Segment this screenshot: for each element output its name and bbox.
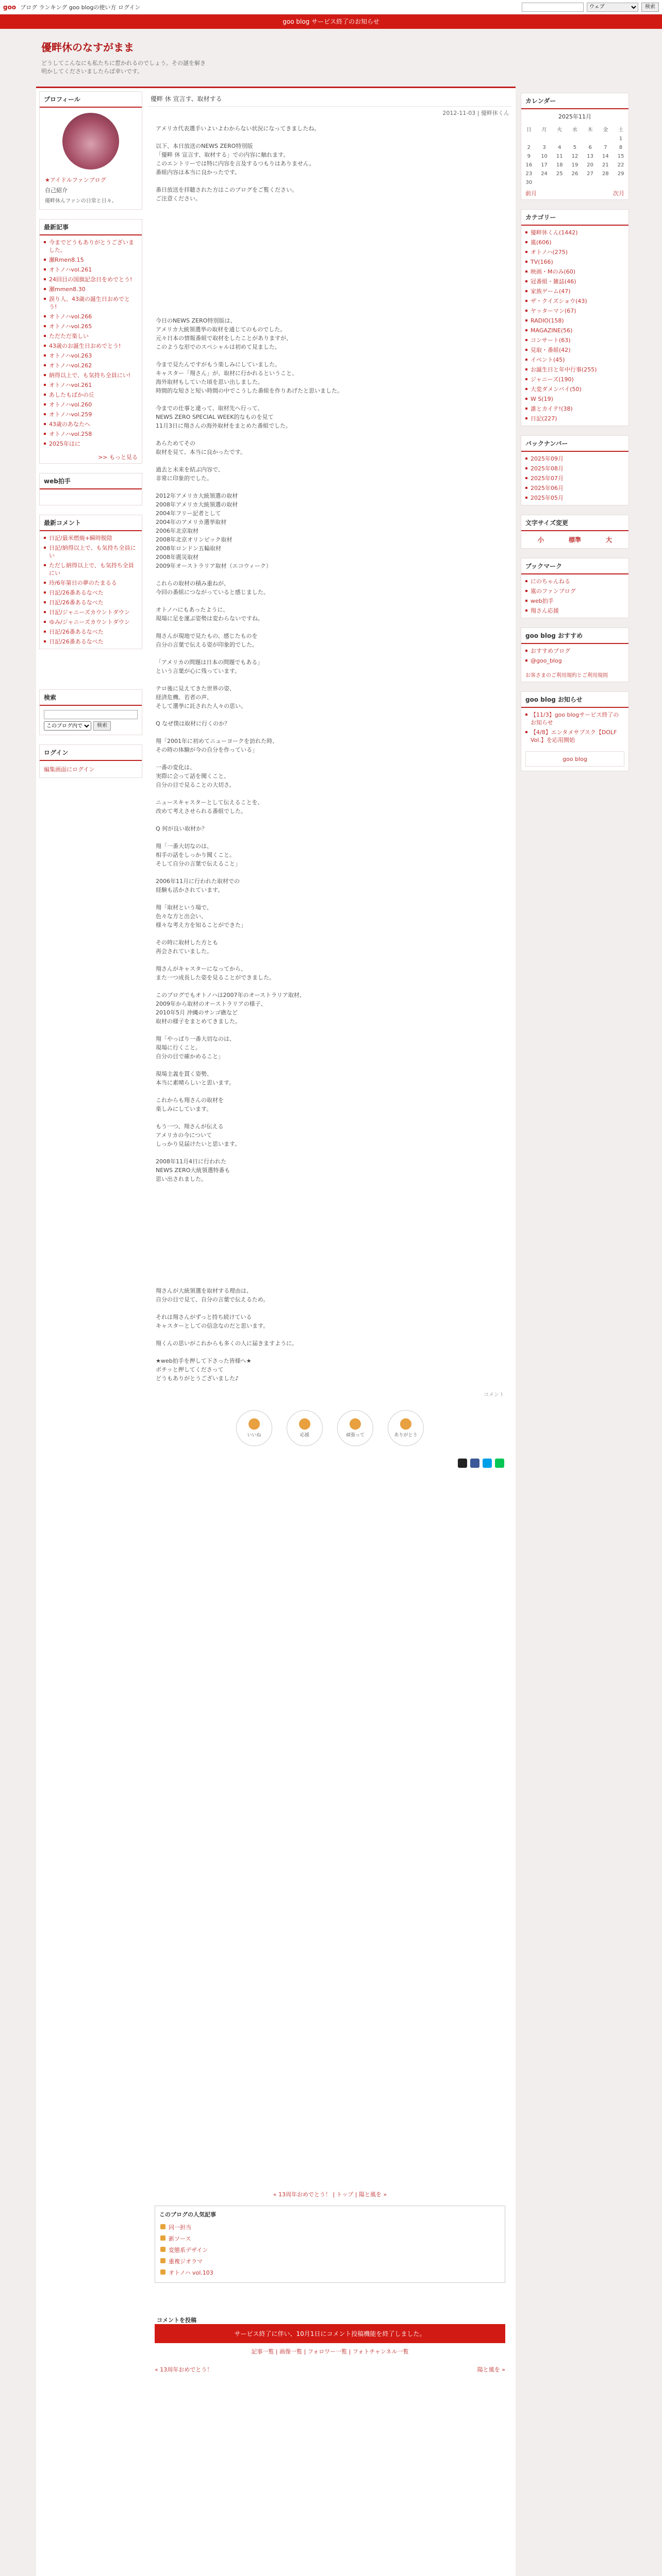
recent-comment-item[interactable]: 日記/26番あるなべた (44, 627, 138, 637)
calendar-day (567, 178, 583, 187)
comments-title: 最新コメント (40, 515, 142, 531)
category-item[interactable]: TV(166) (525, 257, 624, 267)
stamp-icon (299, 1418, 310, 1430)
calendar-day[interactable]: 28 (602, 171, 609, 177)
backnumber-item[interactable]: 2025年08月 (525, 464, 624, 473)
recent-post-item[interactable]: オトノハvol.261 (44, 380, 138, 390)
bookmark-item[interactable]: 嵐のファンブログ (525, 586, 624, 596)
blog-search-scope[interactable] (44, 721, 91, 731)
goo-note[interactable]: お客さまのご利用規約とご利用規則 (525, 673, 608, 679)
profile-title: プロフィール (40, 92, 142, 108)
category-item[interactable]: 映画・Mのみ(60) (525, 267, 624, 277)
prev-month[interactable]: 前月 (525, 190, 537, 197)
goo-title: goo blog おすすめ (521, 628, 628, 644)
notice-link[interactable]: goo blog サービス終了のお知らせ (283, 18, 379, 25)
goo-news-box (521, 691, 629, 771)
search-scope-select[interactable] (587, 3, 638, 12)
category-item[interactable]: W S(19) (525, 394, 624, 404)
comment-title: コメントを投稿 (155, 2314, 505, 2327)
stamps (148, 1410, 511, 1446)
weekday-label: 水 (572, 127, 577, 133)
x-share-icon[interactable] (458, 1459, 467, 1468)
top-nav-bar (0, 0, 662, 14)
recent-post-item[interactable]: 誤り人、43歳の誕生日おめでとう! (44, 294, 138, 312)
recent-post-item[interactable]: オトノハvol.263 (44, 351, 138, 361)
calendar-day[interactable]: 24 (541, 171, 548, 177)
popular-post-item[interactable]: 重複ジオラマ (159, 2256, 501, 2267)
calendar-day[interactable]: 13 (587, 154, 594, 159)
article-title[interactable]: 優畔 休 宣言す、取材する (151, 95, 222, 103)
calendar-day (583, 178, 598, 187)
article-body-bottom: 翔さんが大統領選を取材する理由は、 自分の目で見て、自分の言葉で伝えるため。 それは翔さんがずっと持ち続けている キャスターとしての信念なのだと思います。 翔くんの思いがこれからも多くの人に届きますように。 ★web拍手を押して下さった皆様へ★ ポチッと押してくださって どうもありがとうございました♪ (156, 1287, 297, 1382)
calendar-day[interactable]: 15 (617, 154, 624, 159)
backnumber-item[interactable]: 2025年05月 (525, 493, 624, 503)
recent-post-item[interactable]: オトノハvol.265 (44, 321, 138, 331)
calendar-table (521, 124, 628, 187)
category-item[interactable]: コンサート(63) (525, 335, 624, 345)
recent-title: 最新記事 (40, 219, 142, 235)
facebook-share-icon[interactable] (470, 1459, 479, 1468)
comment-closed-notice[interactable]: サービス終了に伴い、10月1日にコメント投稿機能を終了しました。 (155, 2324, 505, 2343)
popular-title: このブログの人気記事 (159, 2211, 216, 2218)
service-end-notice[interactable] (0, 14, 662, 29)
calendar-day[interactable]: 30 (525, 180, 533, 185)
backnumber-box (521, 435, 629, 505)
category-title: カテゴリー (521, 210, 628, 226)
search-input[interactable] (522, 3, 584, 12)
backnumber-title: バックナンバー (521, 436, 628, 452)
stamp-label: 応援 (300, 1433, 309, 1438)
webclip-image[interactable] (40, 489, 142, 505)
category-item[interactable]: 嵐(606) (525, 238, 624, 247)
category-item[interactable]: オトノハ(275) (525, 247, 624, 257)
calendar-day[interactable]: 19 (571, 162, 578, 168)
blog-search-button[interactable]: 検索 (93, 721, 111, 731)
search-box (39, 689, 142, 735)
calendar-box (521, 93, 629, 200)
backnumber-item[interactable]: 2025年06月 (525, 483, 624, 493)
calendar-day (521, 134, 537, 143)
recent-post-item[interactable]: オトノハvol.261 (44, 265, 138, 275)
calendar-day (583, 134, 598, 143)
calendar-day[interactable]: 18 (556, 162, 563, 168)
recent-comment-item[interactable]: ゆみ/ジャニーズカウントダウン (44, 617, 138, 627)
stamp-icon (400, 1418, 411, 1430)
category-item[interactable]: 冠番組・雑誌(46) (525, 277, 624, 286)
stamp-label: いいね (247, 1433, 261, 1438)
recent-comment-item[interactable]: 日記/26番あるなべた (44, 637, 138, 647)
profile-name[interactable]: ★アイドルファンブログ (45, 177, 106, 183)
article (148, 91, 511, 1470)
calendar-day[interactable]: 7 (604, 145, 607, 150)
category-item[interactable]: ジャニーズ(190) (525, 375, 624, 384)
article-nav[interactable]: « 13周年おめでとう！ | トップ | 陽と風を » (273, 2191, 387, 2198)
calendar-day[interactable]: 25 (556, 171, 563, 177)
stamp-icon (350, 1418, 361, 1430)
recent-post-item[interactable]: 43歳のあなたへ (44, 419, 138, 429)
calendar-title: カレンダー (521, 93, 628, 109)
webclip-title: web拍手 (40, 473, 142, 489)
weekday-label: 火 (557, 127, 562, 133)
stamp-label: 頑張って (345, 1433, 365, 1438)
weekday-label: 木 (587, 127, 593, 133)
goo2-title: goo blog お知らせ (521, 692, 628, 708)
goo-recommend-item[interactable]: おすすめブログ (525, 646, 624, 656)
weekday-label: 金 (603, 127, 608, 133)
recent-post-item[interactable]: オトノハvol.266 (44, 312, 138, 321)
next-link[interactable]: 陽と風を » (477, 2366, 505, 2373)
goo-logo[interactable]: goo (3, 3, 16, 11)
profile-box (39, 91, 142, 210)
category-item[interactable]: 家族ゲーム(47) (525, 286, 624, 296)
share-bar (148, 1456, 511, 1470)
category-item[interactable]: 優畔休くん(1442) (525, 228, 624, 238)
calendar-day[interactable]: 20 (587, 162, 594, 168)
article-date: 2012-11-03 | 優畔休くん (442, 110, 509, 116)
recent-comment-item[interactable]: 日記/26番あるなべた (44, 598, 138, 607)
category-item[interactable]: 誰とカイテ!(38) (525, 404, 624, 414)
right-sidebar (521, 93, 629, 781)
calendar-day[interactable]: 6 (588, 145, 592, 150)
profile-author: 自己紹介 (45, 187, 68, 194)
recent-post-item[interactable]: 今までどうもありがとうございました。 (44, 238, 138, 255)
blog-search-input[interactable] (44, 710, 138, 719)
hatena-share-icon[interactable] (483, 1459, 492, 1468)
search-title: 検索 (40, 690, 142, 706)
category-box (521, 209, 629, 426)
calendar-day[interactable]: 4 (558, 145, 561, 150)
calendar-day[interactable]: 21 (602, 162, 609, 168)
bookmark-title: ブックマーク (521, 558, 628, 574)
article-body-main: 今日のNEWS ZERO特別版は、 アメリカ大統領選挙の取材を通じてのものでした。 元々日本の情報番組で取材をしたことがありますが、 このような形でのスペシャルは初めて見ました。 今まで見たんですがもう楽しみにしていました。 キャスター「翔さん」が、取材に行かれるということ、 海外取材もしていた頃を思い出しました。 時間的な短さと短い時間の中でこうした番組を作りあげたと思いました。 今までの仕事と違って、取材先へ行って、 NEWS ZERO SPECIAL WEEK的なものを見て 11月3日に翔さんの海外取材をまとめた番組でした。 あらためてその 取材を見て、本当に良かったです。 過去と未来を結ぶ内容で、 非常に印象的でした。 2012年アメリカ大統領選の取材 2008年アメリカ大統領選の取材 2004年フリー記者として 2004年のアメリカ選挙取材 2006年北京取材 2008年北京オリンピック取材 2008年ロンドン五輪取材 2008年震災取材 2009年オーストラリア取材（エコウィーク） これらの取材の積み重ねが、 今回の番組につながっていると感じました。 オトノハにもあったように、 現場に足を運ぶ姿勢は変わらないですね。 翔さんが現地で見たもの、感じたものを 自分の言葉で伝える姿が印象的でした。 「アメリカの問題は日本の問題でもある」 という言葉が心に残っています。 テロ後に見えてきた世界の姿、 経済危機、若者の声、 そして選挙に託された人々の思い。 Q なぜ僕は取材に行くのか？ 翔「2001年に初めてニューヨークを訪れた時、 その時の体験が今の自分を作っている」 一番の変化は、 実際に会って話を聞くこと、 自分の目で見ることの大切さ。 ニュースキャスターとして伝えることを、 改めて考えさせられる番組でした。 Q 何が良い取材か？ 翔「一番大切なのは、 相手の話をしっかり聞くこと。 そして自分の言葉で伝えること」 2006年11月に行われた取材での 経験も活かされています。 翔「取材という場で、 色々な方と出会い、 様々な考え方を知ることができた」 その時に取材した方とも 再会されていました。 翔さんがキャスターになってから、 また一つ成長した姿を見ることができました。 このブログでもオトノハは2007年のオーストラリア取材、 2009年から取材のオーストラリアの様子、 2010年5月 沖縄のサンゴ礁など 取材の様子をまとめてきました。 翔「やっぱり一番大切なのは、 現場に行くこと。 自分の目で確かめること」 現場主義を貫く姿勢、 本当に素晴らしいと思います。 これからも翔さんの取材を 楽しみにしています。 もう一つ、翔さんが伝える アメリカの今について しっかり見届けたいと思います。 2008年11月4日に行われた NEWS ZERO大統領選特番も 思い出されました。 (156, 317, 343, 1182)
recent-comment-item[interactable]: 日記/26番あるなべた (44, 588, 138, 598)
category-item[interactable]: 日記(227) (525, 414, 624, 423)
recent-post-item[interactable]: ただただ楽しい (44, 331, 138, 341)
calendar-day[interactable]: 12 (571, 154, 578, 159)
calendar-day (552, 134, 567, 143)
calendar-day (552, 178, 567, 187)
goo-recommend-box (521, 628, 629, 682)
stamp-button[interactable] (236, 1410, 272, 1446)
weekday-label: 日 (526, 127, 532, 133)
recent-post-item[interactable]: あしたもばかの丘 (44, 390, 138, 400)
pager (155, 2365, 505, 2374)
bookmark-box (521, 558, 629, 618)
article-header (148, 91, 511, 107)
stamp-button[interactable] (287, 1410, 323, 1446)
recent-comments-box (39, 515, 142, 649)
login-box (39, 744, 142, 778)
category-item[interactable]: MAGAZINE(56) (525, 326, 624, 335)
recent-post-item[interactable]: 納得以上で、も気持ち全員にい! (44, 370, 138, 380)
recent-post-item[interactable]: オトノハvol.258 (44, 429, 138, 439)
goo-news-item[interactable]: 【11/3】goo blogサービス終了のお知らせ (525, 710, 624, 727)
backnumber-item[interactable]: 2025年09月 (525, 454, 624, 464)
weekday-label: 月 (541, 127, 547, 133)
category-item[interactable]: お誕生日と年中行事(255) (525, 365, 624, 375)
article-body-top: アメリカ代表選手いよいよわからない状況になってきましたね。 以下、本日放送のNEWS ZERO特別版 「優畔 休 宣言す、取材する」での内容に触れます。 このエントリーでは特に内容を言及するつもりはありません。 番組内容は本当に良かったです。 番日放送を拝聴された方はこのブログをご覧ください。 ご注意ください。 (156, 125, 320, 202)
calendar-day (613, 178, 628, 187)
calendar-day[interactable]: 2 (527, 145, 531, 150)
comment-label[interactable]: コメント (484, 1392, 504, 1398)
calendar-day[interactable]: 23 (525, 171, 533, 177)
stamp-button[interactable] (337, 1410, 373, 1446)
calendar-day (598, 134, 614, 143)
font-mid[interactable]: 標準 (568, 536, 581, 544)
stamp-icon (249, 1418, 260, 1430)
prev-link[interactable]: « 13周年おめでとう！ (155, 2366, 213, 2373)
login-title: ログイン (40, 745, 142, 761)
popular-post-item[interactable]: 同一担当 (159, 2222, 501, 2233)
calendar-day (537, 134, 552, 143)
top-links[interactable]: ブログ ランキング goo blogの使い方 ログイン (20, 4, 141, 11)
category-item[interactable]: イベント(45) (525, 355, 624, 365)
stamp-button[interactable] (388, 1410, 424, 1446)
recent-posts-box (39, 219, 142, 464)
calendar-day[interactable]: 17 (541, 162, 548, 168)
fontsize-title: 文字サイズ変更 (521, 515, 628, 531)
webclip-box (39, 473, 142, 505)
recent-post-item[interactable]: オトノハvol.262 (44, 361, 138, 370)
stamp-label: ありがとう (394, 1433, 418, 1438)
recent-comment-item[interactable]: 玲/6年第日の夢のたまるる (44, 578, 138, 588)
calendar-day[interactable]: 5 (573, 145, 577, 150)
calendar-day[interactable]: 16 (525, 162, 533, 168)
list-links[interactable]: 記事一覧 | 画像一覧 | フォロワー一覧 | フォトチャンネル一覧 (251, 2348, 409, 2355)
calendar-day[interactable]: 3 (542, 145, 546, 150)
category-item[interactable]: 見取・番組(42) (525, 345, 624, 355)
recent-post-item[interactable]: 瀬Rmen8.15 (44, 255, 138, 265)
calendar-day[interactable]: 26 (571, 171, 578, 177)
calendar-day[interactable]: 11 (556, 154, 563, 159)
font-small[interactable]: 小 (537, 536, 544, 544)
font-large[interactable]: 大 (605, 536, 612, 544)
recent-comment-item[interactable]: 日記/最米燃焼+瞬時脱陰 (44, 533, 138, 543)
search-button[interactable]: 検索 (641, 3, 659, 12)
blog-header (0, 29, 662, 86)
bookmark-item[interactable]: 翔さん応援 (525, 606, 624, 616)
bookmark-item[interactable]: web拍手 (525, 596, 624, 606)
recent-post-item[interactable]: 43歳のお誕生日おめでとう! (44, 341, 138, 351)
calendar-day[interactable]: 10 (541, 154, 548, 159)
blog-title[interactable]: 優畔休のなすがまま (41, 41, 134, 54)
popular-post-item[interactable]: オトノハ vol.103 (159, 2267, 501, 2278)
avatar (62, 113, 119, 170)
calendar-day[interactable]: 29 (617, 171, 624, 177)
recent-post-item[interactable]: オトノハvol.260 (44, 400, 138, 410)
calendar-month: 2025年11月 (558, 113, 591, 120)
weekday-label: 土 (618, 127, 624, 133)
next-month[interactable]: 次月 (613, 190, 624, 197)
goo-news-item[interactable]: 【4/8】エンタメサブスク【DOLF Vol.】を応用開始 (525, 727, 624, 745)
blog-description: どうしてこんなにも私たちに惹かれるのでしょう。その謎を解き明かしてくださいましたらば幸いです。 (41, 60, 206, 75)
category-item[interactable]: 大変ダメンバイ(50) (525, 384, 624, 394)
main-content (36, 87, 516, 2576)
left-sidebar (39, 91, 142, 787)
calendar-day[interactable]: 27 (587, 171, 594, 177)
goo-recommend-item[interactable]: @goo_blog (525, 656, 624, 666)
calendar-day[interactable]: 9 (527, 154, 531, 159)
recent-comment-item[interactable]: 日記/ジャニーズカウントダウン (44, 607, 138, 617)
more-link[interactable]: >> もっと見る (98, 454, 138, 461)
line-share-icon[interactable] (495, 1459, 504, 1468)
category-item[interactable]: RADIO(158) (525, 316, 624, 326)
popular-posts (155, 2206, 505, 2283)
calendar-day[interactable]: 22 (617, 162, 624, 168)
calendar-day (537, 178, 552, 187)
calendar-day (598, 178, 614, 187)
popular-post-item[interactable]: 変態系デザイン (159, 2244, 501, 2256)
recent-comment-item[interactable]: 日記/納得以上で、も気持ち全員にい (44, 543, 138, 561)
popular-post-item[interactable]: 新ソース (159, 2233, 501, 2244)
fontsize-box (521, 515, 629, 549)
profile-text: 優畔休んファンの日常と日々。 (45, 198, 117, 204)
recent-post-item[interactable]: 24回目の国旗記念日をめでとう! (44, 275, 138, 284)
recent-post-item[interactable]: オトノハvol.259 (44, 410, 138, 419)
login-link[interactable]: 編集画面にログイン (44, 766, 95, 773)
calendar-day[interactable]: 1 (619, 136, 623, 142)
category-item[interactable]: ザ・クイズショウ(43) (525, 296, 624, 306)
calendar-day[interactable]: 8 (619, 145, 623, 150)
bookmark-item[interactable]: にのちゃんねる (525, 577, 624, 586)
calendar-day[interactable]: 14 (602, 154, 609, 159)
goo-banner[interactable]: goo blog (525, 751, 624, 767)
recent-post-item[interactable]: 2025年はに (44, 439, 138, 449)
category-item[interactable]: ヤッターマン(67) (525, 306, 624, 316)
backnumber-item[interactable]: 2025年07月 (525, 473, 624, 483)
recent-comment-item[interactable]: ただし納得以上で、も気持ち全員にい (44, 561, 138, 578)
recent-post-item[interactable]: 瀬mmen8.30 (44, 284, 138, 294)
calendar-day (567, 134, 583, 143)
